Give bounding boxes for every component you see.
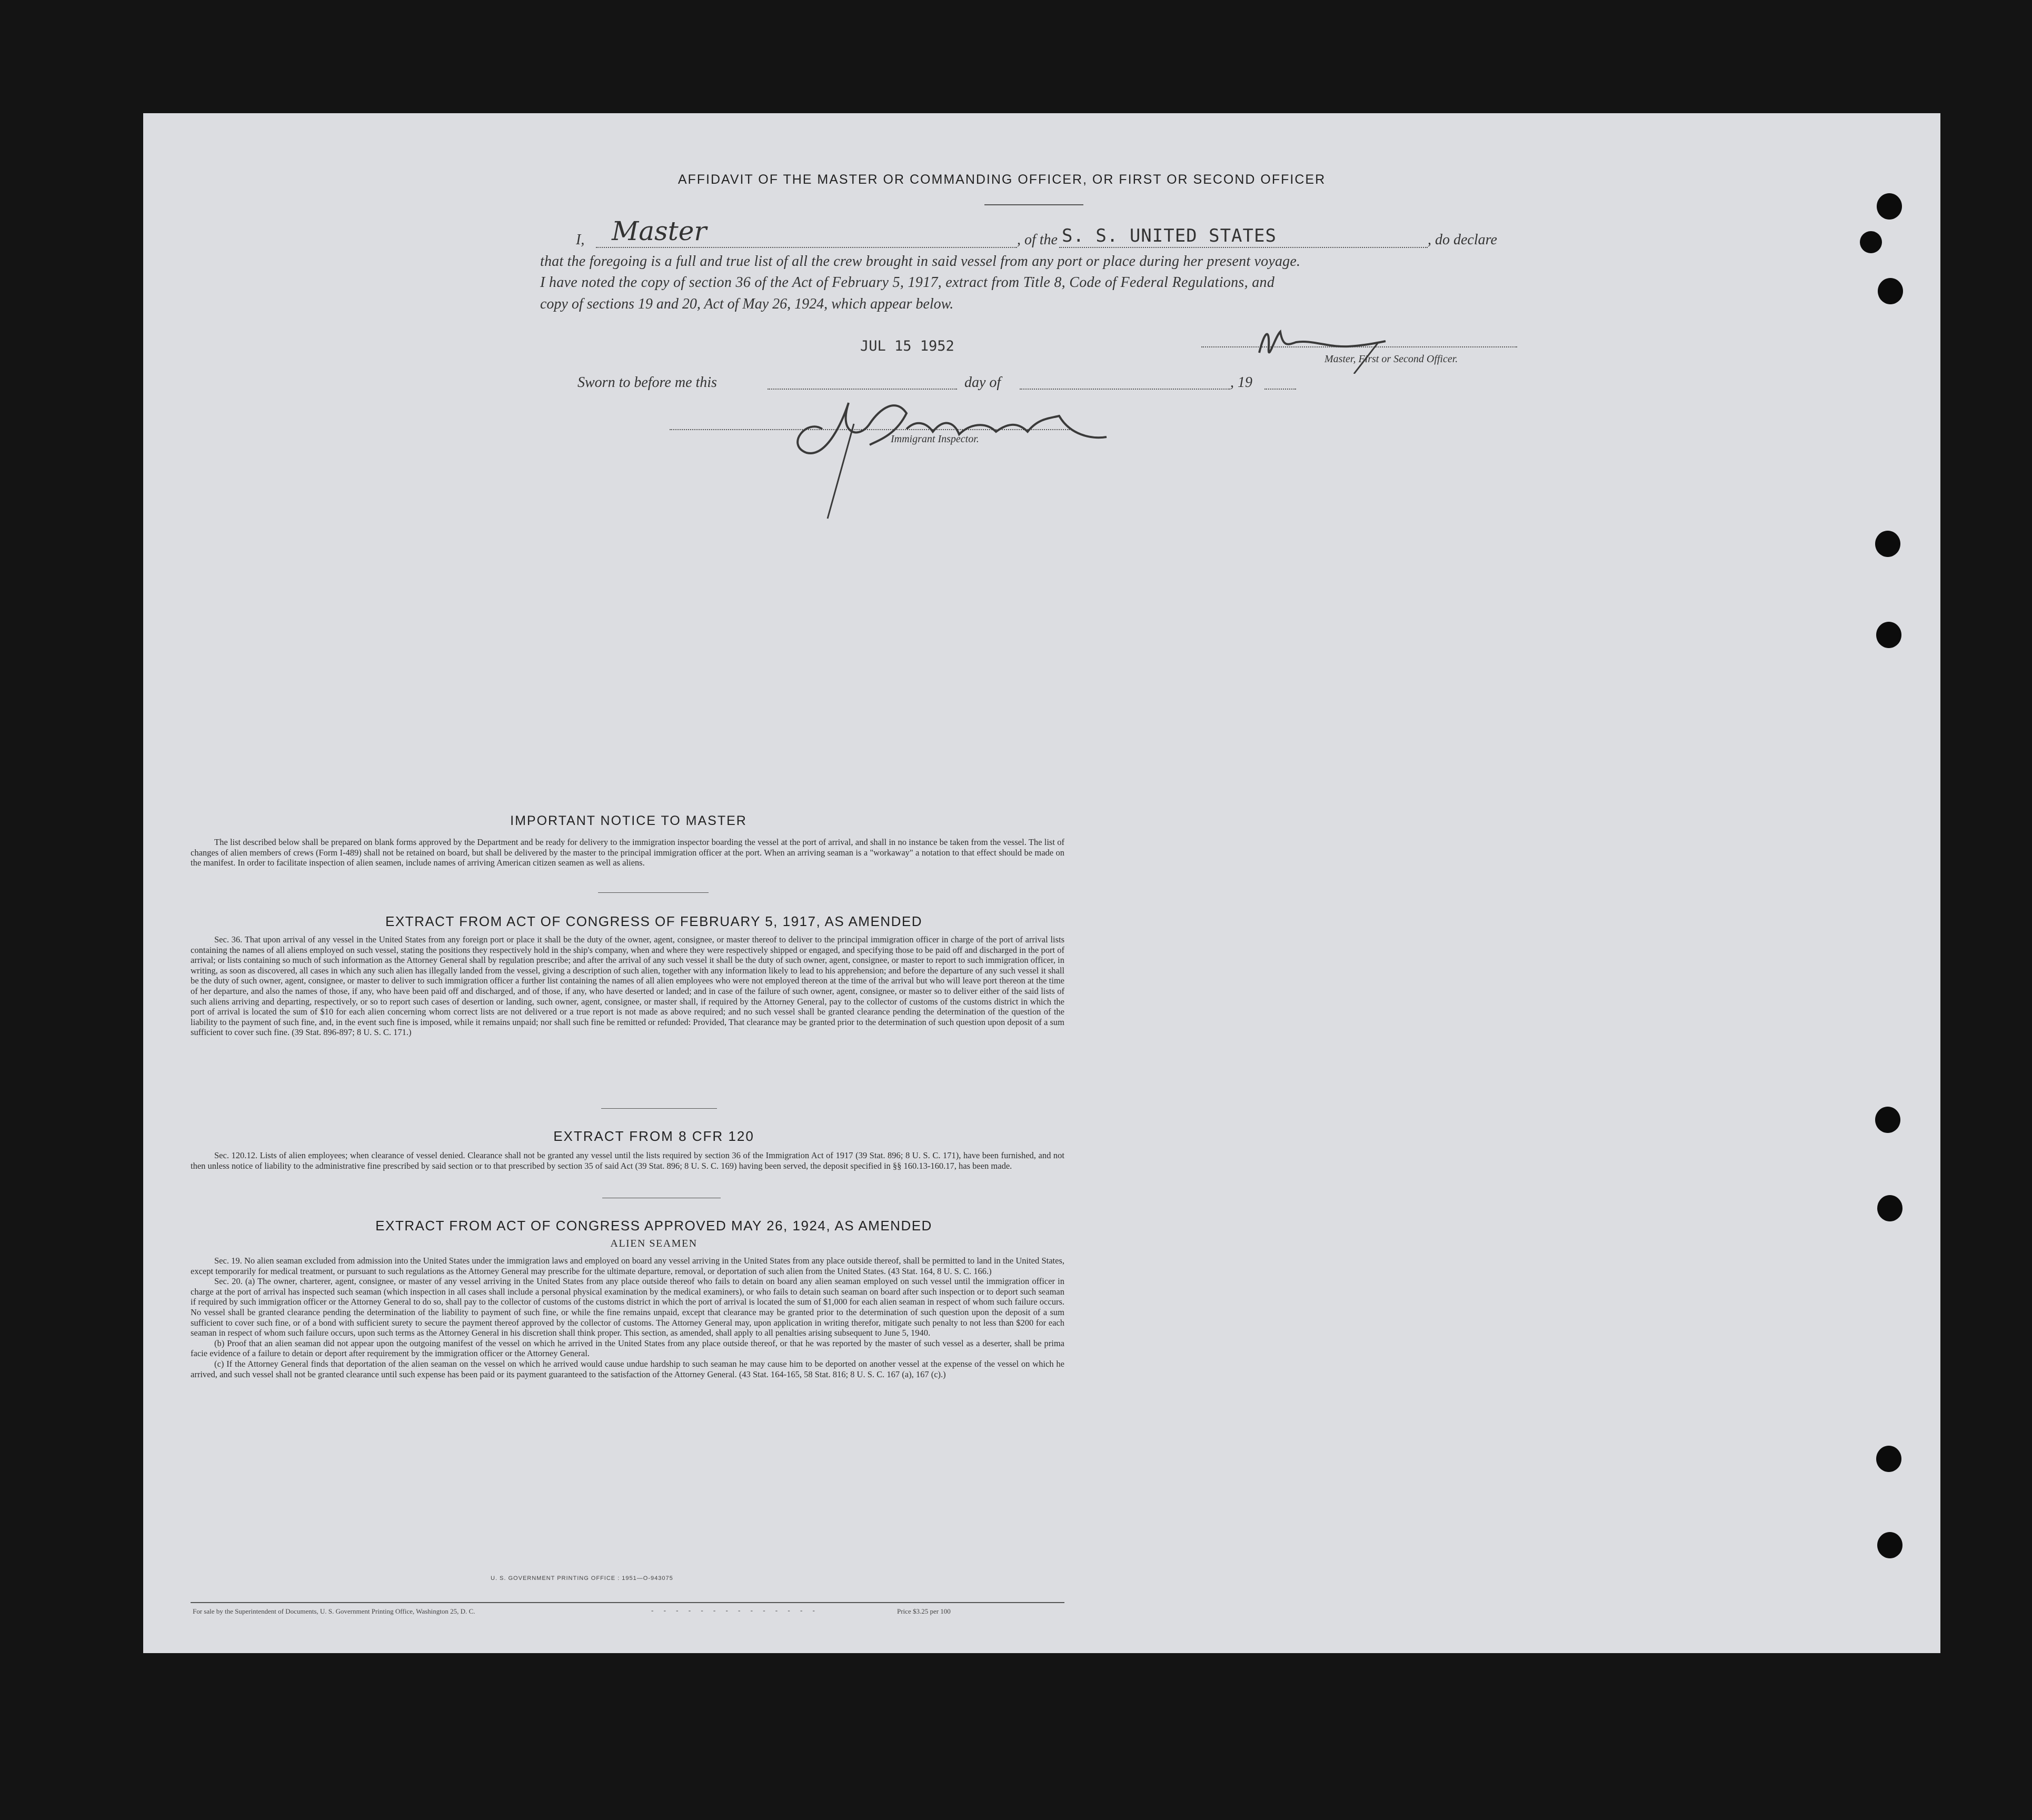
binder-hole xyxy=(1877,1195,1902,1221)
master-name-handwritten: Master xyxy=(612,216,707,246)
for-sale-notice: For sale by the Superintendent of Documents, U. S. Government Printing Office, Washington 25, D. C. xyxy=(193,1607,475,1615)
section-20a-paragraph: Sec. 20. (a) The owner, charterer, agent, consignee, or master of any vessel arriving in the United States from any place outside thereof who fails to detain on board any alien seaman employed on such vessel until the immigration officer in charge at the port of arrival has inspected such seaman (which inspection in all cases shall include a personal physical examination by the medical examiners), or who fails to detain such seaman on board after such inspection or to deport such seaman if required by such immigration officer or the Attorney General to do so, shall pay to the collector of customs of the customs district in which the port of arrival is located the sum of $1,000 for each alien seaman in respect of whom such failure occurs. No vessel shall be granted clearance pending the determination of the liability to payment of such fine, or while the fine remains unpaid, except that clearance may be granted prior to the determination of such question upon the deposit of a sum sufficient to cover such fine, or of a bond with sufficient surety to secure the payment thereof approved by the collector of customs. The Attorney General may, upon application in writing therefor, mitigate such penalty to not less than $200 for each seaman in respect of whom such failure occurs, upon such terms as the Attorney General in his discretion shall think proper. This section, as amended, shall apply to all penalties arising subsequent to June 5, 1940. xyxy=(191,1276,1064,1338)
binder-hole xyxy=(1877,193,1902,220)
section-20c-paragraph: (c) If the Attorney General finds that deportation of the alien seaman on the vessel on which he arrived would cause undue hardship to such seaman he may cause him to be deported on another vessel at the expense of the vessel on which he arrived, and such vessel shall not be granted clearance until such expense has been paid or its payment guaranteed to the satisfaction of the Attorney General. (43 Stat. 164-165, 58 Stat. 816; 8 U. S. C. 167 (a), 167 (c).) xyxy=(191,1358,1064,1379)
section-19-paragraph: Sec. 19. No alien seaman excluded from admission into the United States under the immigration laws and employed on board any vessel arriving in the United States from any place outside thereof, shall be permitted to land in the United States, except temporarily for medical treatment, or pursuant to such regulations as the Attorney General may prescribe for the ultimate departure, removal, or deportation of such alien from the United States. (43 Stat. 164, 8 U. S. C. 166.) xyxy=(191,1256,1064,1276)
binder-hole xyxy=(1875,531,1900,557)
inspector-caption: Immigrant Inspector. xyxy=(891,433,979,445)
footer-rule xyxy=(191,1602,1064,1603)
section-divider xyxy=(598,892,709,893)
binder-hole xyxy=(1878,278,1903,304)
affidavit-line-4: copy of sections 19 and 20, Act of May 26, 1924, which appear below. xyxy=(540,296,954,312)
affidavit-i-label: I, xyxy=(576,232,585,248)
price-notice: Price $3.25 per 100 xyxy=(897,1607,951,1615)
notice-paragraph: The list described below shall be prepared on blank forms approved by the Department and be ready for delivery to the immigration inspector boarding the vessel at the port of arrival, and shall in no instance be taken from the vessel. The list of changes of alien members of crews (Form I-489) shall not be retained on board, but shall be delivered by the master to the principal immigration officer at the port. When an arriving seaman is a "workaway" a notation to that effect should be made on the manifest. In order to facilitate inspection of alien seamen, include names of arriving American citizen seamen as well as aliens. xyxy=(191,837,1064,868)
of-the-label: , of the xyxy=(1017,232,1058,248)
binder-hole xyxy=(1877,1532,1902,1558)
notice-title: IMPORTANT NOTICE TO MASTER xyxy=(510,813,747,828)
extract-cfr-title: EXTRACT FROM 8 CFR 120 xyxy=(553,1128,754,1144)
extract-1924-title: EXTRACT FROM ACT OF CONGRESS APPROVED MAY 26, 1924, AS AMENDED xyxy=(375,1218,932,1234)
master-name-line xyxy=(596,247,1017,248)
do-declare-label: , do declare xyxy=(1428,232,1497,248)
binder-hole xyxy=(1876,1446,1901,1472)
title-divider xyxy=(984,204,1083,205)
sworn-label: Sworn to before me this xyxy=(577,374,717,391)
binder-hole xyxy=(1875,1107,1900,1133)
section-120-12-paragraph: Sec. 120.12. Lists of alien employees; when clearance of vessel denied. Clearance shall not be granted any vessel until the lists required by section 36 of the Immigration Act of 1917 (39 Stat. 896; 8 U. S. C. 171), have been furnished, and not then unless notice of liability to the administrative fine prescribed by said section or to that prescribed by section 35 of said Act (39 Stat. 896; 8 U. S. C. 169) having been served, the deposit specified in §§ 160.13-160.17, has been made. xyxy=(191,1150,1064,1171)
date-stamp: JUL 15 1952 xyxy=(860,338,954,354)
year-label: , 19 xyxy=(1230,374,1252,391)
vessel-name-line xyxy=(1059,247,1428,248)
form-page xyxy=(143,113,1940,1653)
affidavit-title: AFFIDAVIT OF THE MASTER OR COMMANDING OFFICER, OR FIRST OR SECOND OFFICER xyxy=(678,172,1326,187)
affidavit-line-3: I have noted the copy of section 36 of the Act of February 5, 1917, extract from Title 8, Code of Federal Regulations, and xyxy=(540,274,1275,291)
alien-seamen-subtitle: ALIEN SEAMEN xyxy=(610,1238,698,1249)
section-36-paragraph: Sec. 36. That upon arrival of any vessel in the United States from any foreign port or place it shall be the duty of the owner, agent, consignee, or master thereof to deliver to the principal immigration officer in charge of the port of arrival lists containing the names of all aliens employed on such vessel, stating the positions they respectively hold in the ship's company, when and where they were respectively shipped or engaged, and specifying those to be paid off and discharged in the port of arrival; or lists containing so much of such information as the Attorney General shall by regulation prescribe; and after the arrival of any such vessel it shall be the duty of such owner, agent, consignee, or master to report to such immigration officer, in writing, as soon as discovered, all cases in which any such alien has illegally landed from the vessel, giving a description of such alien, together with any information likely to lead to his apprehension; and before the departure of any such vessel it shall be the duty of such owner, agent, consignee, or master to deliver to such immigration officer a further list containing the names of all alien employees who were not employed thereon at the time of the arrival but who will leave port thereon at the time of her departure, and also the names of those, if any, who have been paid off and discharged, and of those, if any, who have deserted or landed; and in case of the failure of such owner, agent, consignee, or master so to deliver either of the said lists of such aliens arriving and departing, respectively, or so to report such cases of desertion or landing, such owner, agent, consignee, or master shall, if required by the Attorney General, pay to the collector of customs of the customs district in which the port of arrival is located the sum of $10 for each alien concerning whom correct lists are not delivered or a true report is not made as above required; and no such vessel shall be granted clearance pending the determination of the question of the liability to the payment of such fine, and, in the event such fine is imposed, while it remains unpaid; nor shall such fine be remitted or refunded: Provided, That clearance may be granted prior to the determination of such question upon deposit of a sum sufficient to cover such fine. (39 Stat. 896-897; 8 U. S. C. 171.) xyxy=(191,934,1064,1038)
extract-1917-body xyxy=(191,934,1064,1038)
extract-cfr-body xyxy=(191,1150,1064,1171)
extract-1917-title: EXTRACT FROM ACT OF CONGRESS OF FEBRUARY 5, 1917, AS AMENDED xyxy=(385,913,922,929)
affidavit-line-2: that the foregoing is a full and true list of all the crew brought in said vessel from any port or place during her present voyage. xyxy=(540,253,1301,270)
master-signature-caption: Master, First or Second Officer. xyxy=(1324,353,1458,365)
sworn-year-line xyxy=(1264,389,1296,390)
vessel-name-typed: S. S. UNITED STATES xyxy=(1062,225,1277,246)
section-divider xyxy=(601,1108,717,1109)
printing-office-imprint: U. S. GOVERNMENT PRINTING OFFICE : 1951—O-943075 xyxy=(491,1575,673,1582)
binder-hole xyxy=(1860,231,1882,253)
day-of-label: day of xyxy=(964,374,1001,391)
notice-body xyxy=(191,837,1064,868)
section-20b-paragraph: (b) Proof that an alien seaman did not appear upon the outgoing manifest of the vessel on which he arrived in the United States from any place outside thereof, or that he was reported by the master of such vessel as a deserter, shall be prima facie evidence of a failure to detain or deport after requirement by the immigration officer or the Attorney General. xyxy=(191,1338,1064,1359)
binder-hole xyxy=(1876,622,1901,648)
footer-dashes: - - - - - - - - - - - - - - xyxy=(651,1606,819,1614)
extract-1924-body xyxy=(191,1256,1064,1379)
